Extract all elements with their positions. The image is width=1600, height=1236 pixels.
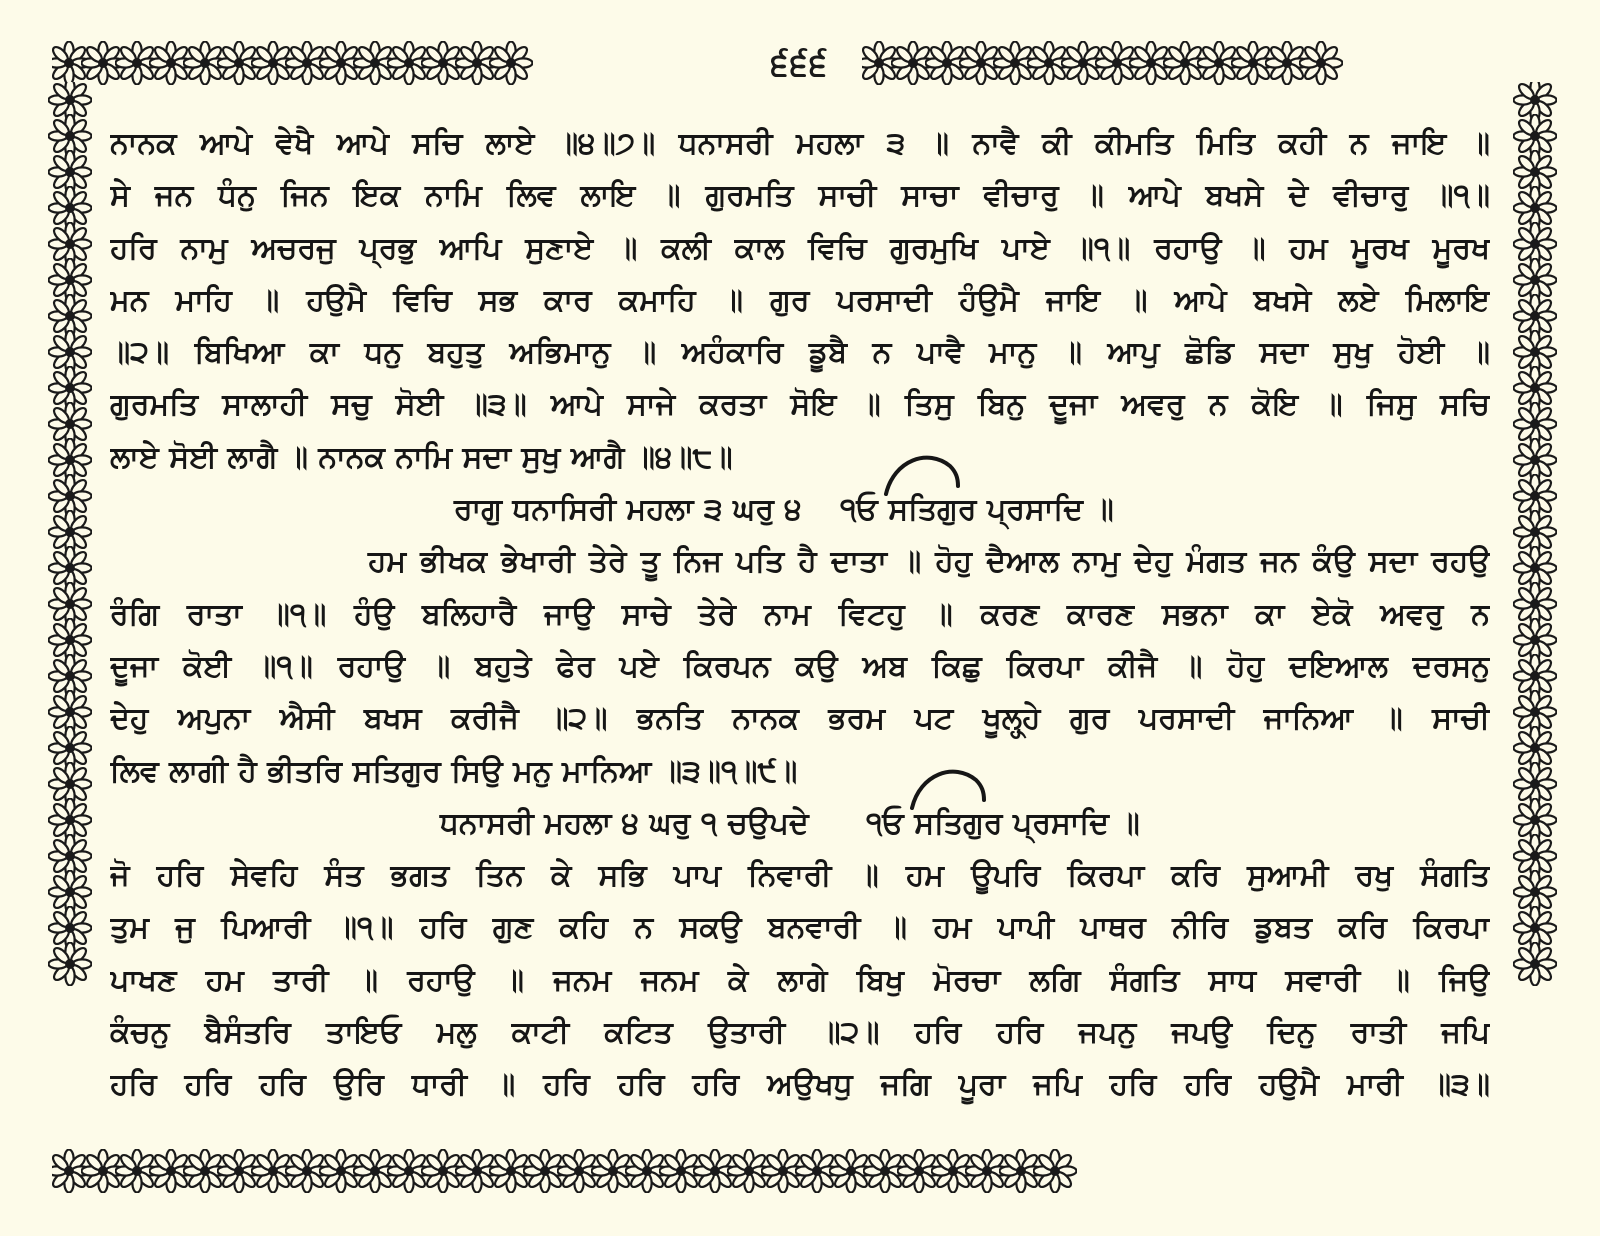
text-line: ਗੁਰਮਤਿ ਸਾਲਾਹੀ ਸਚੁ ਸੋਈ ॥੩॥ ਆਪੇ ਸਾਜੇ ਕਰਤਾ ਸੋਇ ॥ ਤਿਸੁ ਬਿਨੁ ਦੂਜਾ ਅਵਰੁ ਨ ਕੋਇ ॥ ਜਿਸੁ ਸਚਿ	[110, 387, 1490, 423]
text-line: ਮਨ ਮਾਹਿ ॥ ਹਉਮੈ ਵਿਚਿ ਸਭ ਕਾਰ ਕਮਾਹਿ ॥ ਗੁਰ ਪਰਸਾਦੀ ਹੰਉਮੈ ਜਾਇ ॥ ਆਪੇ ਬਖਸੇ ਲਏ ਮਿਲਾਇ	[110, 282, 1490, 318]
mool-text: ੧ਓ ਸਤਿਗੁਰ ਪ੍ਰਸਾਦਿ ॥	[840, 492, 1114, 528]
text-line: ਲਾਏ ਸੋਈ ਲਾਗੈ ॥ ਨਾਨਕ ਨਾਮਿ ਸਦਾ ਸੁਖੁ ਆਗੈ ॥੪॥੮॥	[110, 439, 733, 475]
top-border-left	[52, 40, 740, 86]
right-border	[1512, 82, 1558, 1152]
scripture-text-block	[110, 118, 1490, 1112]
mool-mantar	[866, 798, 1140, 850]
mool-mantar	[840, 484, 1114, 536]
flower-icon	[48, 942, 92, 986]
text-line: ਸੇ ਜਨ ਧੰਨੁ ਜਿਨ ਇਕ ਨਾਮਿ ਲਿਵ ਲਾਇ ॥ ਗੁਰਮਤਿ ਸਾਚੀ ਸਾਚਾ ਵੀਚਾਰੁ ॥ ਆਪੇ ਬਖਸੇ ਦੇ ਵੀਚਾਰੁ ॥੧॥	[110, 178, 1490, 214]
text-line: ਲਿਵ ਲਾਗੀ ਹੈ ਭੀਤਰਿ ਸਤਿਗੁਰ ਸਿਉ ਮਨੁ ਮਾਨਿਆ ॥੩॥੧॥੯॥	[110, 753, 798, 789]
text-line: ਹਰਿ ਨਾਮੁ ਅਚਰਜੁ ਪ੍ਰਭੁ ਆਪਿ ਸੁਣਾਏ ॥ ਕਲੀ ਕਾਲ ਵਿਚਿ ਗੁਰਮੁਖਿ ਪਾਏ ॥੧॥ ਰਹਾਉ ॥ ਹਮ ਮੂਰਖ ਮੂਰਖ	[110, 230, 1490, 266]
text-line: ਕੰਚਨੁ ਬੈਸੰਤਰਿ ਤਾਇਓ ਮਲੁ ਕਾਟੀ ਕਟਿਤ ਉਤਾਰੀ ॥੨॥ ਹਰਿ ਹਰਿ ਜਪਨੁ ਜਪਉ ਦਿਨੁ ਰਾਤੀ ਜਪਿ	[110, 1015, 1490, 1051]
text-line: ਤੁਮ ਜੁ ਪਿਆਰੀ ॥੧॥ ਹਰਿ ਗੁਣ ਕਹਿ ਨ ਸਕਉ ਬਨਵਾਰੀ ॥ ਹਮ ਪਾਪੀ ਪਾਥਰ ਨੀਰਿ ਡੁਬਤ ਕਰਿ ਕਿਰਪਾ	[110, 910, 1490, 946]
text-line: ਜੋ ਹਰਿ ਸੇਵਹਿ ਸੰਤ ਭਗਤ ਤਿਨ ਕੇ ਸਭਿ ਪਾਪ ਨਿਵਾਰੀ ॥ ਹਮ ਊਪਰਿ ਕਿਰਪਾ ਕਰਿ ਸੁਆਮੀ ਰਖੁ ਸੰਗਤਿ	[110, 858, 1490, 894]
text-line: ਹਮ ਭੀਖਕ ਭੇਖਾਰੀ ਤੇਰੇ ਤੂ ਨਿਜ ਪਤਿ ਹੈ ਦਾਤਾ ॥ ਹੋਹੁ ਦੈਆਲ ਨਾਮੁ ਦੇਹੁ ਮੰਗਤ ਜਨ ਕੰਉ ਸਦਾ ਰਹਉ	[368, 544, 1490, 580]
flower-icon	[1513, 942, 1557, 986]
top-border-right	[862, 40, 1552, 86]
text-line: ਪਾਖਣ ਹਮ ਤਾਰੀ ॥ ਰਹਾਉ ॥ ਜਨਮ ਜਨਮ ਕੇ ਲਾਗੇ ਬਿਖੁ ਮੋਰਚਾ ਲਗਿ ਸੰਗਤਿ ਸਾਧ ਸਵਾਰੀ ॥ ਜਿਉ	[110, 962, 1490, 998]
section-heading	[110, 798, 1490, 850]
text-line: ਦੂਜਾ ਕੋਈ ॥੧॥ ਰਹਾਉ ॥ ਬਹੁਤੇ ਫੇਰ ਪਏ ਕਿਰਪਨ ਕਉ ਅਬ ਕਿਛੁ ਕਿਰਪਾ ਕੀਜੈ ॥ ਹੋਹੁ ਦਇਆਲ ਦਰਸਨੁ	[110, 648, 1490, 684]
text-line: ਰੰਗਿ ਰਾਤਾ ॥੧॥ ਹੰਉ ਬਲਿਹਾਰੈ ਜਾਉ ਸਾਚੇ ਤੇਰੇ ਨਾਮ ਵਿਟਹੁ ॥ ਕਰਣ ਕਾਰਣ ਸਭਨਾ ਕਾ ਏਕੋ ਅਵਰੁ ਨ	[110, 596, 1490, 632]
mool-text: ੧ਓ ਸਤਿਗੁਰ ਪ੍ਰਸਾਦਿ ॥	[866, 805, 1140, 841]
text-line: ਨਾਨਕ ਆਪੇ ਵੇਖੈ ਆਪੇ ਸਚਿ ਲਾਏ ॥੪॥੭॥ ਧਨਾਸਰੀ ਮਹਲਾ ੩ ॥ ਨਾਵੈ ਕੀ ਕੀਮਤਿ ਮਿਤਿ ਕਹੀ ਨ ਜਾਇ ॥	[110, 126, 1490, 161]
ik-onkar-arc-icon	[906, 758, 988, 814]
text-line: ਦੇਹੁ ਅਪੁਨਾ ਐਸੀ ਬਖਸ ਕਰੀਜੈ ॥੨॥ ਭਨਤਿ ਨਾਨਕ ਭਰਮ ਪਟ ਖੂਲ੍ਹ੍ਹੇ ਗੁਰ ਪਰਸਾਦੀ ਜਾਨਿਆ ॥ ਸਾਚੀ	[110, 701, 1490, 737]
left-border	[47, 82, 93, 1152]
flower-icon	[1299, 41, 1343, 85]
text-line: ਹਰਿ ਹਰਿ ਹਰਿ ਉਰਿ ਧਾਰੀ ॥ ਹਰਿ ਹਰਿ ਹਰਿ ਅਉਖਧੁ ਜਗਿ ਪੂਰਾ ਜਪਿ ਹਰਿ ਹਰਿ ਹਉਮੈ ਮਾਰੀ ॥੩॥	[110, 1067, 1490, 1103]
raag-heading: ਰਾਗੁ ਧਨਾਸਿਰੀ ਮਹਲਾ ੩ ਘਰੁ ੪	[454, 492, 802, 528]
bottom-border	[52, 1148, 1552, 1194]
raag-heading: ਧਨਾਸਰੀ ਮਹਲਾ ੪ ਘਰੁ ੧ ਚਉਪਦੇ	[440, 805, 809, 841]
section-heading	[110, 484, 1490, 536]
page-number: ੬੬੬	[771, 44, 829, 84]
flower-icon	[1033, 1149, 1077, 1193]
ik-onkar-arc-icon	[880, 444, 962, 500]
flower-icon	[489, 41, 533, 85]
text-line: ॥੨॥ ਬਿਖਿਆ ਕਾ ਧਨੁ ਬਹੁਤੁ ਅਭਿਮਾਨੁ ॥ ਅਹੰਕਾਰਿ ਡੂਬੈ ਨ ਪਾਵੈ ਮਾਨੁ ॥ ਆਪੁ ਛੋਡਿ ਸਦਾ ਸੁਖੁ ਹੋਈ ॥	[110, 335, 1490, 371]
